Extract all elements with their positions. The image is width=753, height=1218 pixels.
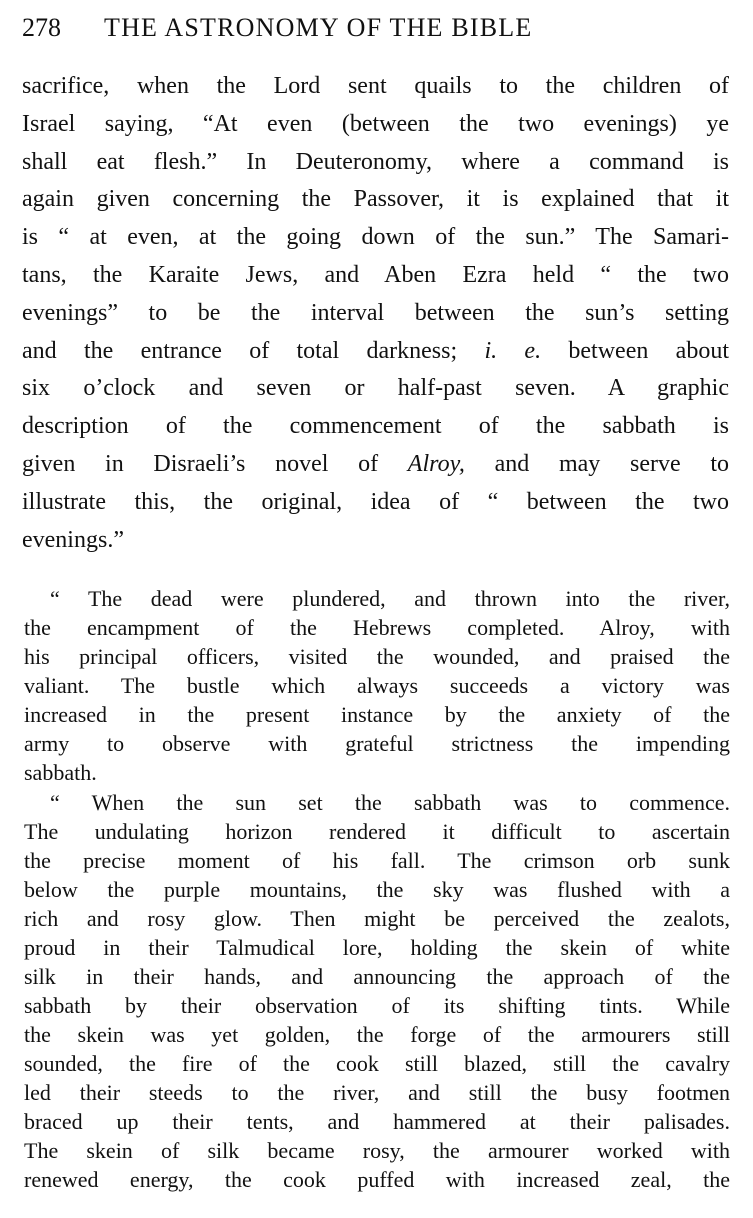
text-line (22, 333, 729, 371)
quote-line: sabbath by their observation of its shifting tints. While (24, 993, 730, 1018)
text-line: shall eat flesh.” In Deuteronomy, where a command is (22, 148, 729, 175)
quote-line: sounded, the fire of the cook still blazed, still the cavalry (24, 1051, 730, 1076)
block-quotation (24, 584, 730, 1194)
quote-line: silk in their hands, and announcing the approach of the (24, 964, 730, 989)
text-line (22, 446, 729, 484)
quote-line: below the purple mountains, the sky was flushed with a (24, 877, 730, 902)
quote-line: The undulating horizon rendered it difficult to ascertain (24, 819, 730, 844)
quote-line: the encampment of the Hebrews completed. Alroy, with (24, 615, 730, 640)
quote-line: valiant. The bustle which always succeeds a victory was (24, 673, 730, 698)
quote-line: “ The dead were plundered, and thrown into the river, (50, 586, 730, 611)
running-head (22, 10, 732, 46)
text-line: six o’clock and seven or half-past seven. A graphic (22, 375, 729, 402)
text-segment: and may serve to (464, 450, 729, 477)
quote-line: proud in their Talmudical lore, holding the skein of white (24, 935, 730, 960)
text-line: evenings” to be the interval between the sun’s setting (22, 299, 729, 326)
quote-line: his principal officers, visited the wounded, and praised the (24, 644, 730, 669)
quote-line: braced up their tents, and hammered at their palisades. (24, 1109, 730, 1134)
quote-line: increased in the present instance by the anxiety of the (24, 702, 730, 727)
running-title: THE ASTRONOMY OF THE BIBLE (104, 13, 533, 42)
text-segment: and the entrance of total darkness; (22, 337, 485, 364)
text-line: description of the commencement of the sabbath is (22, 413, 729, 440)
quote-line: The skein of silk became rosy, the armourer worked with (24, 1138, 730, 1163)
text-segment: between about (541, 337, 729, 364)
text-line: again given concerning the Passover, it is explained that it (22, 186, 729, 213)
body-paragraph (22, 68, 729, 559)
text-line: illustrate this, the original, idea of “ between the two (22, 488, 729, 515)
quote-line: renewed energy, the cook puffed with increased zeal, the (24, 1167, 730, 1192)
quote-line: rich and rosy glow. Then might be perceived the zealots, (24, 906, 730, 931)
quote-line: the skein was yet golden, the forge of the armourers still (24, 1022, 730, 1047)
quote-line: led their steeds to the river, and still the busy footmen (24, 1080, 730, 1105)
text-segment: given in Disraeli’s novel of (22, 450, 408, 477)
text-line: tans, the Karaite Jews, and Aben Ezra held “ the two (22, 261, 729, 288)
quote-line: army to observe with grateful strictness the impending (24, 731, 730, 756)
text-line: Israel saying, “At even (between the two evenings) ye (22, 110, 729, 137)
text-line: sacrifice, when the Lord sent quails to the children of (22, 73, 729, 99)
text-line: is “ at even, at the going down of the sun.” The Samari- (22, 224, 729, 251)
italic-book-title: Alroy, (407, 450, 465, 477)
page-number: 278 (22, 13, 61, 42)
quote-line: “ When the sun set the sabbath was to commence. (50, 790, 730, 815)
quote-line: the precise moment of his fall. The crimson orb sunk (24, 848, 730, 873)
quote-line: sabbath. (24, 760, 97, 785)
italic-abbreviation: i. e. (484, 337, 542, 364)
text-line: evenings.” (22, 526, 124, 553)
